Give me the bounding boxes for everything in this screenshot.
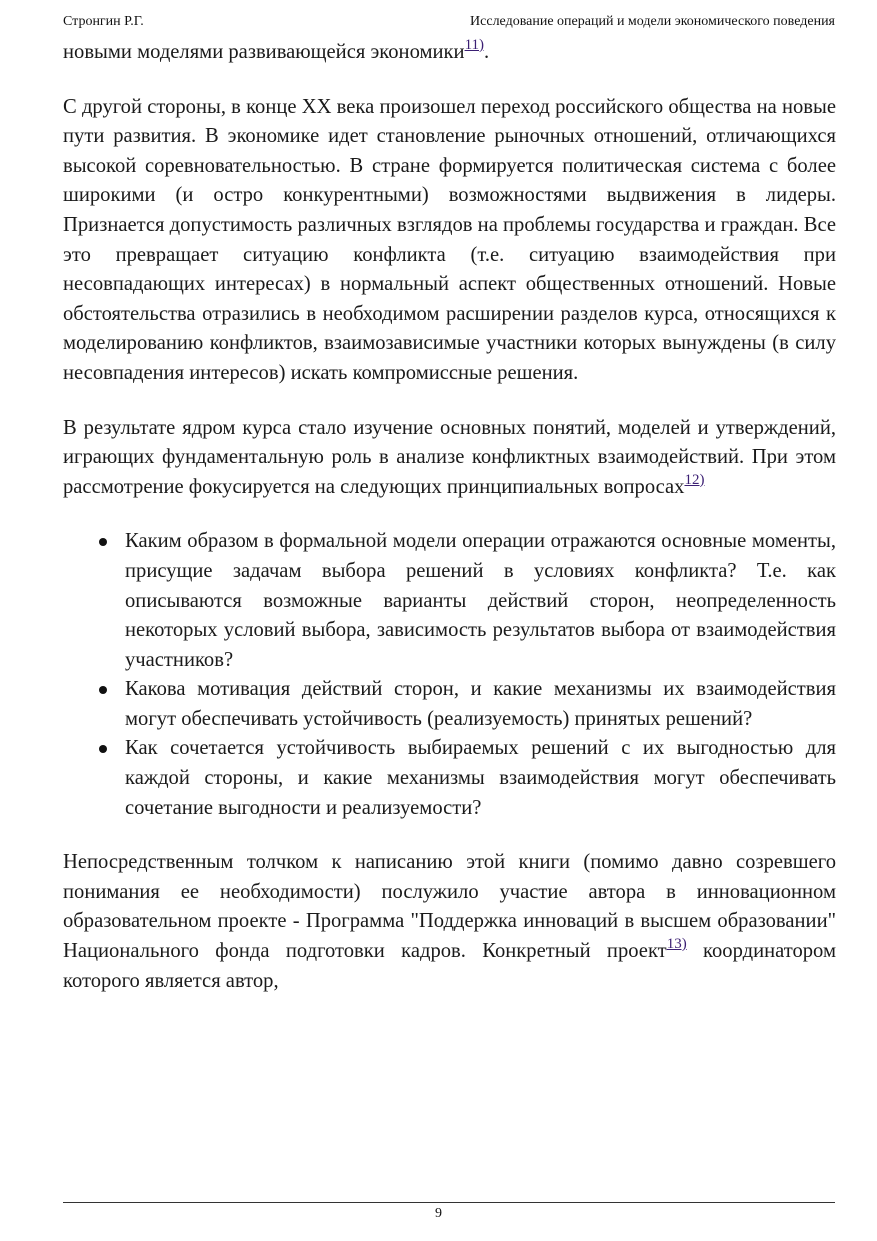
paragraph-4-tail: координатором которого является автор, [63,940,836,992]
bullet-icon [99,745,107,753]
footnote-link-12[interactable]: 12) [684,471,705,488]
list-item-text: Какова мотивация действий сторон, и какие механизмы их взаимодействия могут обеспечивать устойчивость (реализуемость) принятых решений? [125,678,836,730]
paragraph-4-text: Непосредственным толчком к написанию этой книги (помимо давно созревшего понимания ее необходимости) послужило участие автора в инновационном образовательном проекте - Программа "Поддержка инноваций в высшем образовании" Национального фонда подготовки кадров. Конкретный проект [63,851,836,963]
page-number: 9 [435,1206,442,1221]
header-title: Исследование операций и модели экономического поведения [470,14,835,29]
paragraph-1 [63,38,836,68]
header-author: Стронгин Р.Г. [63,14,144,29]
paragraph-4 [63,848,836,996]
question-list [63,527,836,823]
paragraph-3-text: В результате ядром курса стало изучение основных понятий, моделей и утверждений, играющих фундаментальную роль в анализе конфликтных взаимодействий. При этом рассмотрение фокусируется на следующих принципиальных вопросах [63,416,836,498]
footer-divider [63,1202,835,1203]
bullet-icon [99,538,107,546]
paragraph-3 [63,414,836,503]
list-item-text: Как сочетается устойчивость выбираемых решений с их выгодностью для каждой стороны, и какие механизмы взаимодействия могут обеспечивать сочетание выгодности и реализуемости? [125,737,836,819]
list-item [125,527,836,675]
document-body [63,38,836,996]
paragraph-1-tail: . [484,41,490,63]
paragraph-2: С другой стороны, в конце XX века произошел переход российского общества на новые пути развития. В экономике идет становление рыночных отношений, отличающихся высокой соревновательностью. В стране формируется политическая система с более широкими (и остро конкурентными) возможностями выдвижения в лидеры. Признается допустимость различных взглядов на проблемы государства и граждан. Все это превращает ситуацию конфликта (т.е. ситуацию взаимодействия при несовпадающих интересах) в нормальный аспект общественных отношений. Новые обстоятельства отразились в необходимом расширении разделов курса, относящихся к моделированию конфликтов, взаимозависимые участники которых вынуждены (в силу несовпадения интересов) искать компромиссные решения. [63,95,836,384]
page-header [63,14,835,36]
bullet-icon [99,686,107,694]
paragraph-1-text: новыми моделями развивающейся экономики [63,41,465,63]
list-item [125,675,836,734]
footnote-link-11[interactable]: 11) [464,37,485,53]
list-item [125,734,836,823]
footnote-link-13[interactable]: 13) [666,936,687,953]
list-item-text: Каким образом в формальной модели операции отражаются основные моменты, присущие задачам выбора решений в условиях конфликта? Т.е. как описываются возможные варианты действий сторон, неопределенность некоторых условий выбора, зависимость результатов выбора от взаимодействия участников? [125,530,836,671]
